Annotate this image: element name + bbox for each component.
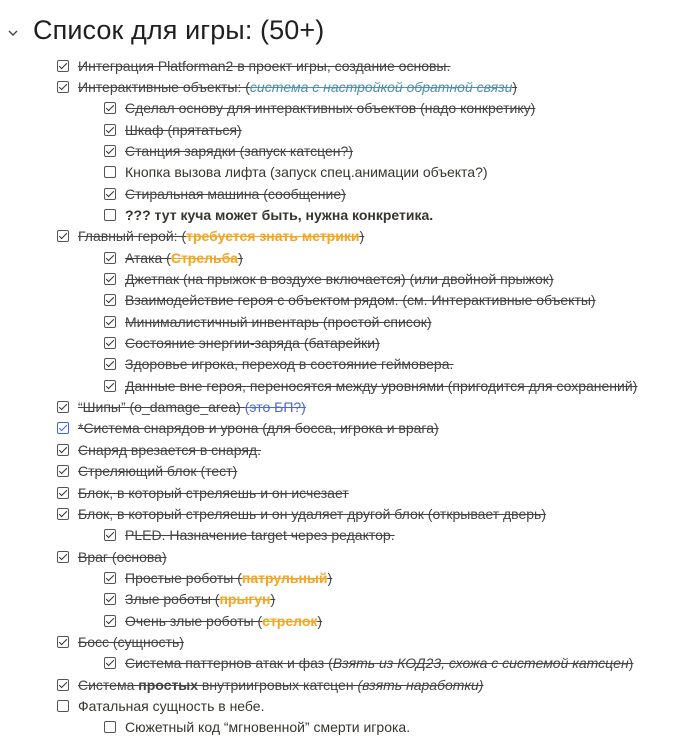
checked-checkbox[interactable] <box>104 337 116 349</box>
checklist-item <box>104 140 353 161</box>
item-text-segment: Взять из КОД23, схожа с системой катсцен <box>332 655 629 672</box>
item-text-segment: (это БП?) <box>244 399 306 416</box>
item-text[interactable] <box>78 549 167 565</box>
item-text-segment: Главный герой: ( <box>78 228 187 245</box>
checklist-item <box>104 653 633 674</box>
item-text-segment: требуется знать метрики <box>186 228 360 245</box>
item-text-segment: Шкаф (прятаться) <box>125 121 242 138</box>
checklist-item <box>104 269 554 290</box>
item-text[interactable] <box>125 591 275 607</box>
item-text[interactable] <box>78 506 546 522</box>
item-text-segment: Интерактивные объекты: ( <box>78 78 250 95</box>
item-text[interactable] <box>78 485 349 501</box>
checked-checkbox[interactable] <box>57 401 69 413</box>
item-text-segment: Минималистичный инвентарь (простой список) <box>125 313 432 330</box>
item-text-segment: ??? тут куча может быть, нужна конкретика. <box>125 206 434 223</box>
item-text-segment: ) <box>359 228 365 245</box>
checked-checkbox[interactable] <box>57 230 69 242</box>
item-text-segment: стрелок <box>262 612 318 629</box>
checklist-item <box>57 461 237 482</box>
item-text-segment: ) <box>628 655 634 672</box>
checked-checkbox[interactable] <box>104 572 116 584</box>
item-text[interactable] <box>125 356 453 372</box>
item-text[interactable] <box>78 677 483 693</box>
page-title: Список для игры: (50+) <box>33 15 325 45</box>
checklist-item <box>104 333 380 354</box>
checklist-item <box>104 525 395 546</box>
item-text-segment: Снаряд врезается в снаряд. <box>78 441 261 458</box>
checklist-item <box>104 311 432 332</box>
checklist-item <box>104 354 453 375</box>
item-text-segment: Стреляющий блок (тест) <box>78 463 238 480</box>
checklist-item <box>57 631 184 652</box>
item-text-segment: Очень злые роботы ( <box>125 612 263 629</box>
unchecked-checkbox[interactable] <box>57 700 69 712</box>
checklist-item <box>104 610 322 631</box>
item-text-segment: Здоровье игрока, переход в состояние геймовера. <box>125 356 454 373</box>
checked-checkbox[interactable] <box>104 252 116 264</box>
unchecked-checkbox[interactable] <box>104 166 116 178</box>
checklist-item <box>57 76 517 97</box>
item-text[interactable] <box>125 314 432 330</box>
checklist-item <box>57 226 364 247</box>
item-text[interactable] <box>78 399 306 415</box>
item-text-segment: внутриигровых катсцен <box>198 676 358 693</box>
checked-checkbox[interactable] <box>104 615 116 627</box>
item-text[interactable] <box>125 122 242 138</box>
item-text-segment: “Шипы” (o_damage_area) <box>78 399 245 416</box>
unchecked-checkbox[interactable] <box>104 209 116 221</box>
item-text[interactable] <box>78 698 264 714</box>
checked-checkbox[interactable] <box>104 273 116 285</box>
item-text[interactable] <box>125 292 596 308</box>
checklist-item <box>104 183 346 204</box>
checklist-item <box>104 98 535 119</box>
item-text-segment: ) <box>512 78 518 95</box>
item-text-segment: Фатальная сущность в небе. <box>78 698 265 714</box>
checked-checkbox[interactable] <box>104 657 116 669</box>
item-text-segment: ) <box>270 591 276 608</box>
item-text-segment: *Система снарядов и урона (для босса, игрока и врага) <box>78 420 439 437</box>
checklist-item <box>57 546 167 567</box>
checked-checkbox[interactable] <box>104 380 116 392</box>
item-text[interactable] <box>125 271 554 287</box>
checked-checkbox[interactable] <box>104 358 116 370</box>
item-text-segment: Сюжетный код “мгновенной” смерти игрока. <box>125 719 411 736</box>
checklist-item <box>104 717 410 738</box>
unchecked-checkbox[interactable] <box>104 721 116 733</box>
checklist-item <box>104 119 242 140</box>
item-text[interactable] <box>78 228 364 244</box>
checked-checkbox[interactable] <box>57 422 69 434</box>
item-text-segment: Станция зарядки (запуск катсцен?) <box>125 142 353 159</box>
item-text-segment: Система <box>78 676 139 693</box>
item-text[interactable] <box>78 58 450 74</box>
item-text-segment: Стиральная машина (сообщение) <box>125 185 346 202</box>
checked-checkbox[interactable] <box>57 444 69 456</box>
checklist-item <box>57 696 264 717</box>
checklist-item <box>57 503 546 524</box>
item-text-segment: система с настройкой обратной связи <box>249 78 513 95</box>
item-text[interactable] <box>125 613 322 629</box>
item-text[interactable] <box>125 527 395 543</box>
item-text[interactable] <box>125 570 332 586</box>
item-text-segment: патрульный <box>241 569 328 586</box>
item-text[interactable] <box>125 100 535 116</box>
checklist-item <box>104 204 433 225</box>
item-text-segment: ) <box>317 612 323 629</box>
item-text-segment: Интеграция Platforman2 в проект игры, создание основы. <box>78 57 451 74</box>
item-text-segment: Сделал основу для интерактивных объектов (надо конкретику) <box>125 100 536 117</box>
checked-checkbox[interactable] <box>57 60 69 72</box>
checked-checkbox[interactable] <box>57 508 69 520</box>
item-text[interactable] <box>78 442 261 458</box>
checked-checkbox[interactable] <box>104 188 116 200</box>
item-text-segment: (взять наработки) <box>357 676 484 693</box>
item-text[interactable] <box>78 634 184 650</box>
item-text-segment: Блок, в который стреляешь и он удаляет другой блок (открывает дверь) <box>78 505 546 522</box>
item-text[interactable] <box>125 186 346 202</box>
item-text-segment: прыгун <box>219 591 271 608</box>
checked-checkbox[interactable] <box>104 294 116 306</box>
checklist-item <box>104 589 275 610</box>
checklist-item <box>104 375 637 396</box>
item-text-segment: Система паттернов атак и фаз ( <box>125 655 333 672</box>
checked-checkbox[interactable] <box>57 679 69 691</box>
item-text[interactable] <box>125 250 243 266</box>
checklist-item <box>104 247 243 268</box>
checked-checkbox[interactable] <box>104 316 116 328</box>
checklist-item <box>57 55 450 76</box>
item-text[interactable] <box>125 143 353 159</box>
item-text[interactable] <box>78 79 517 95</box>
item-text-segment: Атака ( <box>125 249 171 266</box>
item-text-segment: Блок, в который стреляешь и он исчезает <box>78 484 349 501</box>
item-text-segment: простых <box>138 676 199 693</box>
checklist-item <box>104 567 332 588</box>
item-text-segment: Взаимодействие героя с объектом рядом. (см. Интерактивные объекты) <box>125 292 596 309</box>
checked-checkbox[interactable] <box>57 81 69 93</box>
item-text-segment: PLED. Назначение target через редактор. <box>125 527 395 544</box>
checklist-item <box>57 439 261 460</box>
checked-checkbox[interactable] <box>104 145 116 157</box>
item-text-segment: Джетпак (на прыжок в воздухе включается) (или двойной прыжок) <box>125 271 554 287</box>
checked-checkbox[interactable] <box>57 551 69 563</box>
item-text[interactable] <box>125 655 633 671</box>
checked-checkbox[interactable] <box>57 487 69 499</box>
item-text[interactable] <box>125 164 488 180</box>
checked-checkbox[interactable] <box>104 593 116 605</box>
item-text-segment: ) <box>238 249 243 266</box>
checklist-item <box>57 674 483 695</box>
item-text-segment: Стрельба <box>170 249 239 266</box>
chevron-down-icon[interactable] <box>6 26 20 40</box>
item-text-segment: Простые роботы ( <box>125 569 242 586</box>
checked-checkbox[interactable] <box>57 636 69 648</box>
item-text-segment: Враг (основа) <box>78 548 167 565</box>
item-text[interactable] <box>78 420 439 436</box>
checklist-item <box>57 482 349 503</box>
item-text-segment: Данные вне героя, переносятся между уровнями (пригодится для сохранений) <box>125 377 638 394</box>
item-text-segment: Кнопка вызова лифта (запуск спец.анимации объекта?) <box>125 164 488 181</box>
checklist-item <box>57 397 306 418</box>
item-text[interactable] <box>125 719 410 735</box>
item-text-segment: Босс (сущность) <box>78 633 184 650</box>
item-text[interactable] <box>78 463 237 479</box>
item-text-segment: ) <box>327 569 333 586</box>
checked-checkbox[interactable] <box>104 124 116 136</box>
checked-checkbox[interactable] <box>104 102 116 114</box>
checklist-item <box>104 290 596 311</box>
item-text[interactable] <box>125 335 380 351</box>
checked-checkbox[interactable] <box>104 529 116 541</box>
checked-checkbox[interactable] <box>57 465 69 477</box>
checklist-item <box>57 418 439 439</box>
item-text[interactable] <box>125 207 433 223</box>
item-text-segment: Злые роботы ( <box>125 591 220 608</box>
item-text[interactable] <box>125 378 637 394</box>
item-text-segment: Состояние энергии-заряда (батарейки) <box>125 335 380 352</box>
checklist-item <box>104 162 488 183</box>
